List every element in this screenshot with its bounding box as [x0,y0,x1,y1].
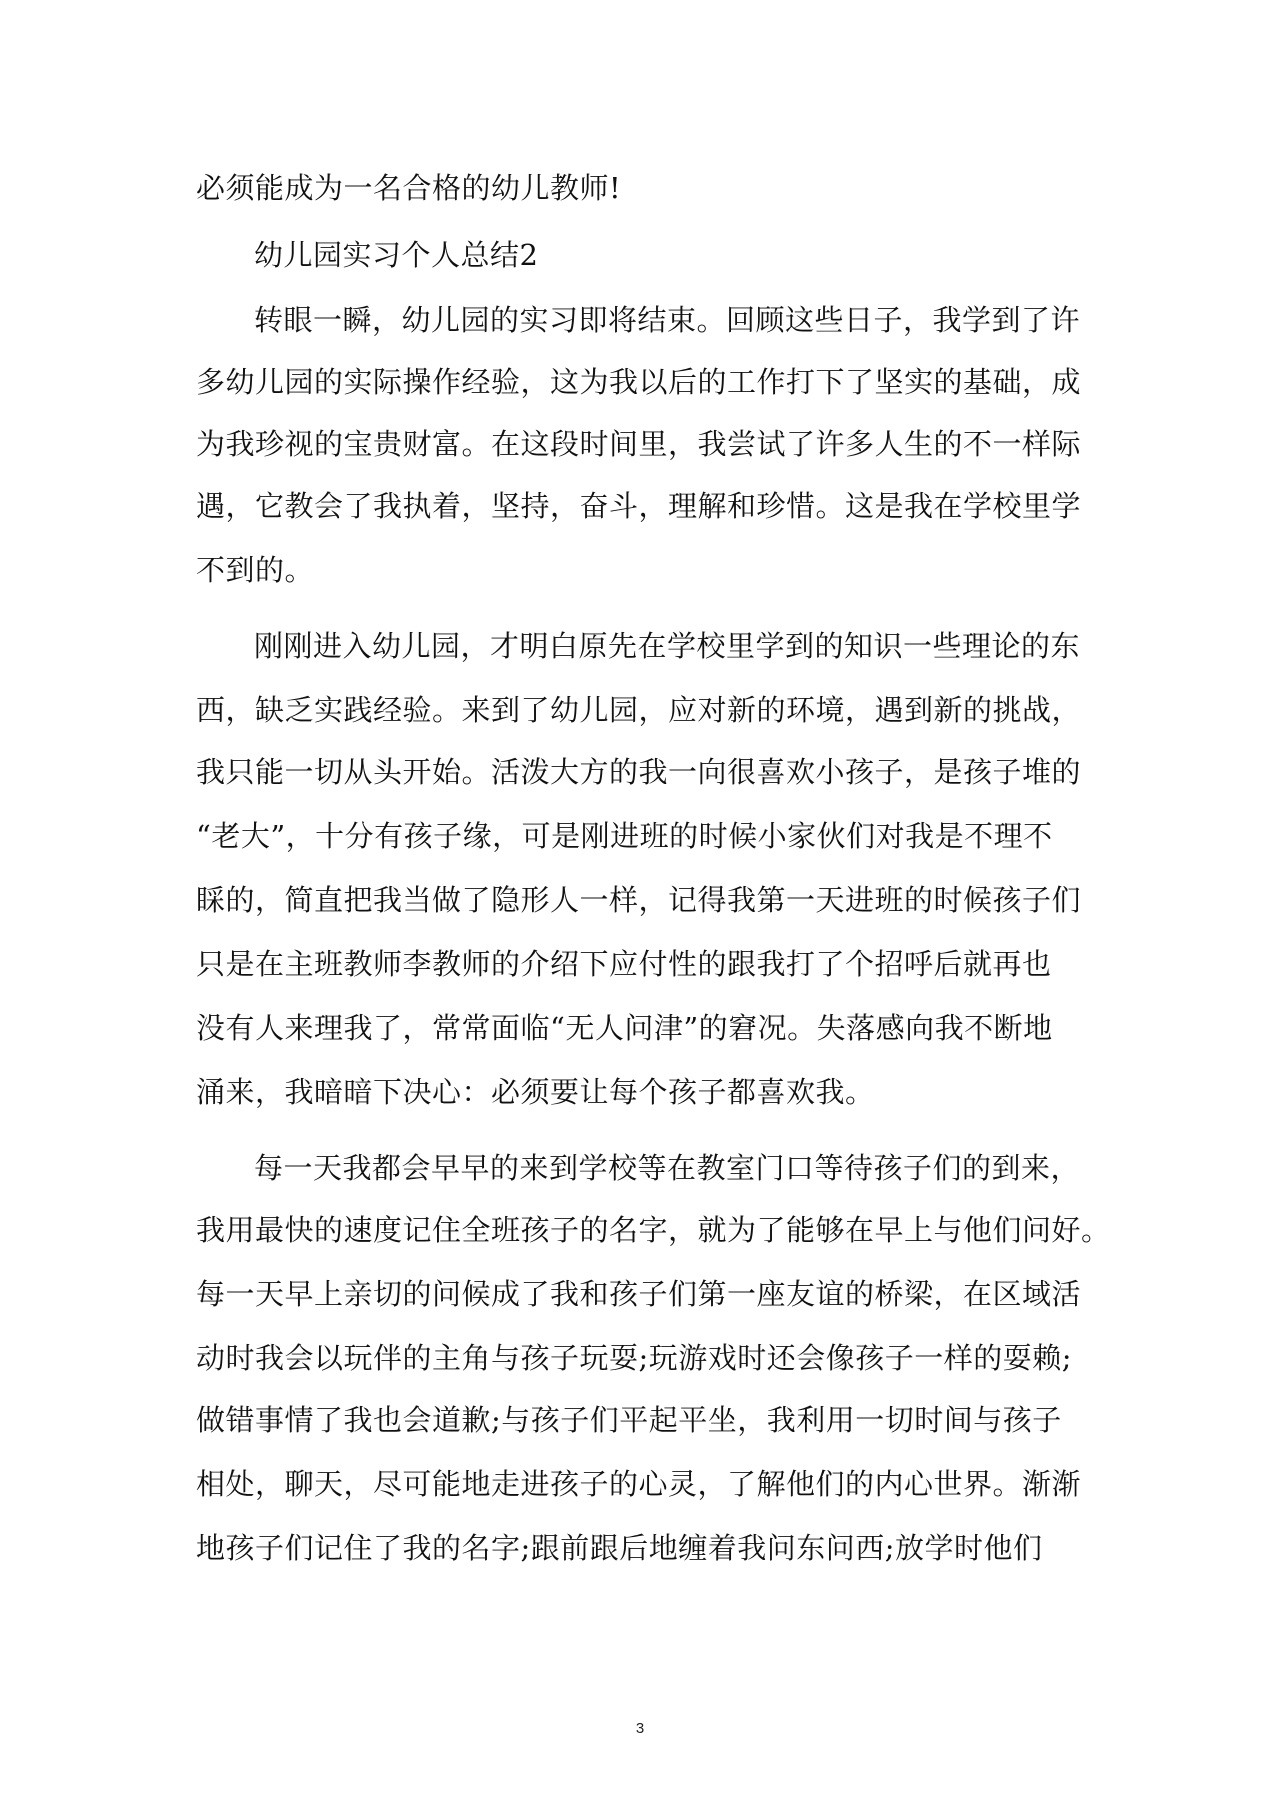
text-line: 我只能一切从头开始。活泼大方的我一向很喜欢小孩子，是孩子堆的 [196,755,1082,789]
text-line: 西，缺乏实践经验。来到了幼儿园，应对新的环境，遇到新的挑战， [196,693,1082,727]
text-line: 多幼儿园的实际操作经验，这为我以后的工作打下了坚实的基础，成 [196,365,1082,399]
section-heading: 幼儿园实习个人总结2 [254,238,539,272]
text-line: 不到的。 [196,553,315,587]
text-line: 刚刚进入幼儿园，才明白原先在学校里学到的知识一些理论的东 [254,629,1081,663]
page-number: 3 [635,1720,645,1737]
text-line: 转眼一瞬，幼儿园的实习即将结束。回顾这些日子，我学到了许 [254,303,1081,337]
text-line: 涌来，我暗暗下决心：必须要让每个孩子都喜欢我。 [196,1075,875,1109]
text-line: 没有人来理我了，常常面临“无人问津”的窘况。失落感向我不断地 [196,1011,1053,1045]
text-line: 睬的，简直把我当做了隐形人一样，记得我第一天进班的时候孩子们 [196,883,1082,917]
text-line: 遇，它教会了我执着，坚持，奋斗，理解和珍惜。这是我在学校里学 [196,489,1082,523]
text-line: 动时我会以玩伴的主角与孩子玩耍;玩游戏时还会像孩子一样的耍赖; [196,1341,1073,1375]
text-line: 相处，聊天，尽可能地走进孩子的心灵，了解他们的内心世界。渐渐 [196,1467,1082,1501]
text-line: 地孩子们记住了我的名字;跟前跟后地缠着我问东问西;放学时他们 [196,1531,1043,1565]
text-line: 每一天我都会早早的来到学校等在教室门口等待孩子们的到来， [254,1151,1081,1185]
text-line: 必须能成为一名合格的幼儿教师! [196,171,622,205]
text-line: 为我珍视的宝贵财富。在这段时间里，我尝试了许多人生的不一样际 [196,427,1082,461]
text-line: 我用最快的速度记住全班孩子的名字，就为了能够在早上与他们问好。 [196,1213,1111,1247]
text-line: 每一天早上亲切的问候成了我和孩子们第一座友谊的桥梁，在区域活 [196,1277,1082,1311]
text-line: 只是在主班教师李教师的介绍下应付性的跟我打了个招呼后就再也 [196,947,1052,981]
text-line: 做错事情了我也会道歉;与孩子们平起平坐，我利用一切时间与孩子 [196,1403,1062,1437]
text-line: “老大”，十分有孩子缘，可是刚进班的时候小家伙们对我是不理不 [196,819,1053,853]
